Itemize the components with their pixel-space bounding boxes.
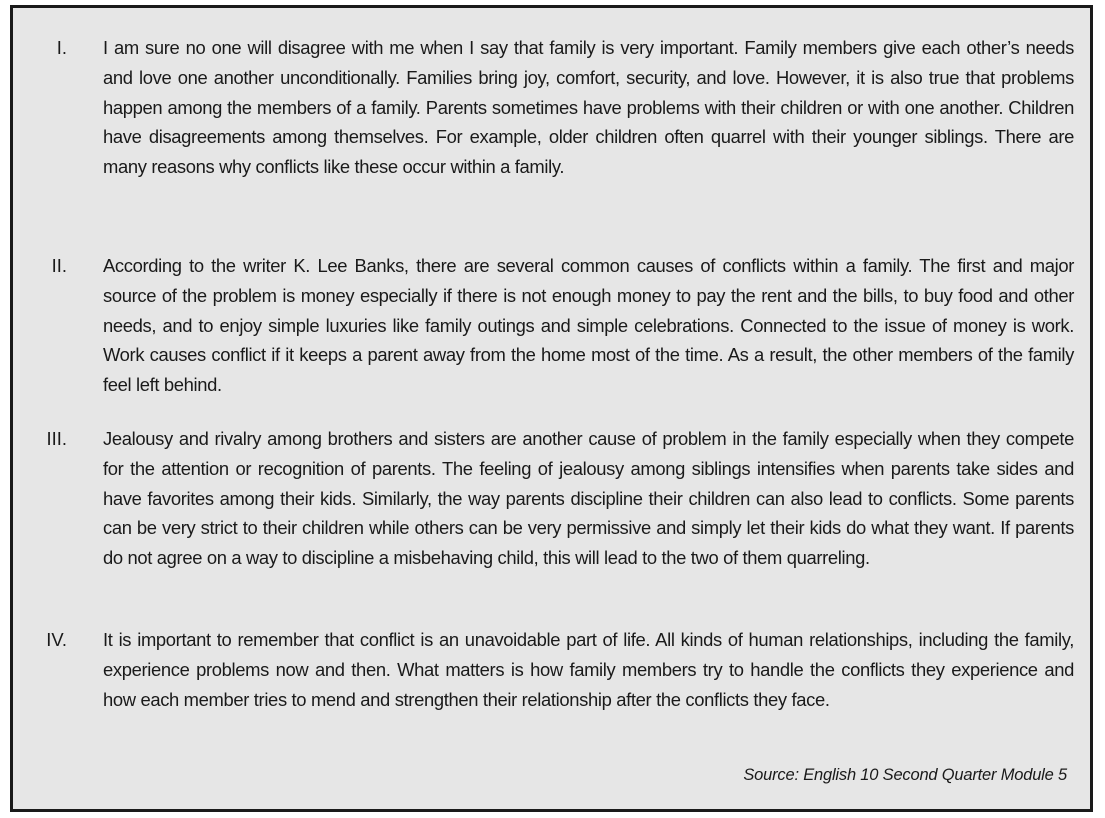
text-box <box>10 5 1093 812</box>
paragraph-numeral: III. <box>46 428 67 449</box>
source-citation: Source: English 10 Second Quarter Module 5 <box>743 766 1067 784</box>
paragraph-numeral: II. <box>51 255 67 276</box>
paragraph-numeral: IV. <box>46 629 67 650</box>
paragraph-text: It is important to remember that conflict is an unavoidable part of life. All kinds of human relationships, including the family, experience problems now and then. What matters is how family members try to handle the conflicts they experience and how each member tries to mend and strengthen their relationship after the conflicts they face. <box>103 629 1074 710</box>
paragraph-text: Jealousy and rivalry among brothers and sisters are another cause of problem in the family especially when they compete for the attention or recognition of parents. The feeling of jealousy among siblings intensifies when parents take sides and have favorites among their kids. Similarly, the way parents discipline their children can also lead to conflicts. Some parents can be very strict to their children while others can be very permissive and simply let their kids do what they want. If parents do not agree on a way to discipline a misbehaving child, this will lead to the two of them quarreling. <box>103 428 1074 569</box>
paragraph-numeral: I. <box>56 37 67 58</box>
paragraph-text: According to the writer K. Lee Banks, there are several common causes of conflicts within a family. The first and major source of the problem is money especially if there is not enough money to pay the rent and the bills, to buy food and other needs, and to enjoy simple luxuries like family outings and simple celebrations. Connected to the issue of money is work. Work causes conflict if it keeps a parent away from the home most of the time. As a result, the other members of the family feel left behind. <box>103 255 1074 396</box>
paragraph-text: I am sure no one will disagree with me when I say that family is very important. Family members give each other’s needs and love one another unconditionally. Families bring joy, comfort, security, and love. However, it is also true that problems happen among the members of a family. Parents sometimes have problems with their children or with one another. Children have disagreements among themselves. For example, older children often quarrel with their younger siblings. There are many reasons why conflicts like these occur within a family. <box>103 37 1074 178</box>
